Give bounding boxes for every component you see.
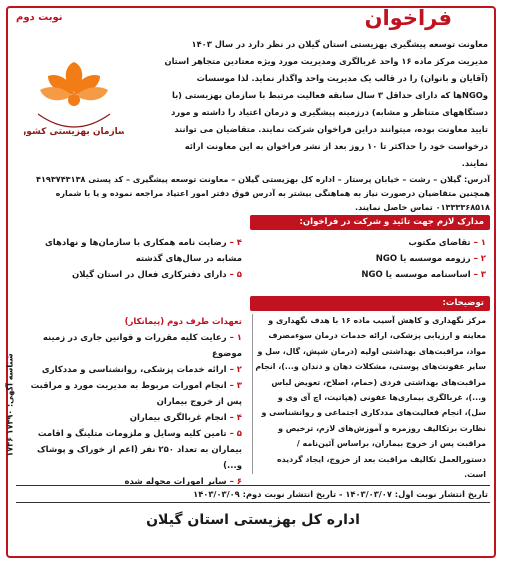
list-item: ۴ – انجام غربالگری بیماران [129,413,242,423]
list-item: ۱ – تقاضای مکتوب [408,238,486,248]
welfare-organization-logo [24,52,124,162]
list-item: ۲ – ارائه خدمات پزشکی، روانشناسی و مددکاری [41,365,242,375]
list-item: ۱ – رعایت کلیه مقررات و قوانین جاری در زمینه موضوع [42,333,242,359]
address-paragraph: آدرس: گیلان – رشت – خیابان پرستار – اداره کل بهزیستی گیلان – معاونت توسعه پیشگیری – کد پستی ۴۱۹۳۷۴۳۱۳۸ همچنین متقاضیان درصورت نیاز به هماهنگی بیشتر به آدرس فوق دفتر امور اعتیاد مراجعه نموده و یا با شماره ۰۱۳۳۳۳۶۸۵۱۸ تماس حاصل نمایند. [36,174,490,212]
logo-text: سازمان بهزیستی کشور [24,127,124,137]
header [14,8,492,34]
commitments-heading: تعهدات طرف دوم (پیمانکار) [124,317,242,327]
list-item: ۵ – تامین کلیه وسایل و ملزومات متلینگ و اقامت بیماران به تعداد ۲۵۰ نفر (اعم از خوراک و پوشاک و...) [36,429,242,471]
publication-dates: تاریخ انتشار نوبت اول: ۱۴۰۳/۰۳/۰۷ - تاریخ انتشار نوبت دوم: ۱۴۰۳/۰۳/۰۹ [16,485,490,503]
documents-list-right [258,235,486,283]
commitments-section [18,314,242,490]
notes-heading: توضیحات: [250,296,490,311]
publication-round-label: نوبت دوم [16,12,63,23]
list-item: ۲ – رزومه موسسه یا NGO [375,254,486,264]
ad-id-text: شناسه آگهی: ۱۷۳۹۰ ۱۷۳۶ [5,353,15,457]
column-divider [252,314,253,474]
notes-paragraph: مرکز نگهداری و کاهش آسیب ماده ۱۶ با هدف نگهداری و معاینه و ارزیابی پزشکی، ارائه خدمات درمان سوءمصرف مواد، مراقبت‌های بهداشتی اولیه (درمان شپش، گال، سل و سایر عفونت‌های پوستی، مشکلات دهان و دندان و...)، انجام مراقبت‌های بهداشتی فردی (حمام، اصلاح، تعویض لباس و...)، غربالگری بیماری‌ها عفونی (هپاتیت، اچ آی وی و سل)، انجام فعالیت‌های مددکاری اجتماعی و روانشناسی و نظارت برتکالیف روزمره و آموزش‌های لازم، ترخیص و مراقبت پس از خروج بیماران، براساس آئین‌نامه / دستورالعمل تکالیف مراقبت بعد از خروج، ایجاد گردیده است. [255,316,486,480]
documents-list-left [18,235,242,283]
page-title: فراخوان [364,6,452,30]
documents-heading: مدارک لازم جهت تائید و شرکت در فراخوان: [250,215,490,230]
list-item: ۶ – سایر امورات محوله شده [124,477,242,487]
welfare-logo-icon [24,52,124,162]
ad-id-vertical [3,330,17,480]
list-item: ۳ – انجام امورات مربوط به مدیریت مورد و مراقبت پس از خروج بیماران [30,381,242,407]
list-item: ۵ – دارای دفترکاری فعال در استان گیلان [71,270,242,280]
list-item: ۳ – اساسنامه موسسه یا NGO [361,270,486,280]
footer-organization: اداره کل بهزیستی استان گیلان [146,512,360,528]
intro-paragraph: معاونت توسعه پیشگیری بهزیستی استان گیلان در نظر دارد در سال ۱۴۰۳ مدیریت مرکز ماده ۱۶ واحد غربالگری ومدیریت مورد ویژه معتادین متجاهر استان (آقایان و بانوان) را در قالب یک مدیریت واحد واگذار نماید. لذا موسسات وNGOها که دارای حداقل ۳ سال سابقه فعالیت مرتبط با سازمان بهزیستی (با دستگاههای متناظر و مشابه) درزمینه پیشگیری و درمان اعتیاد را داشته و مورد تایید معاونت بوده، میتوانند دراین فراخوان شرکت نمایند. متقاضیان می توانند درخواست خود را حداکثر تا ۱۰ روز بعد از نشر فراخوان به این معاونت ارائه نمایند. [164,39,488,168]
list-item: ۴ – رضایت نامه همکاری با سازمان‌ها و نهادهای مشابه در سال‌های گذشته [45,238,242,264]
